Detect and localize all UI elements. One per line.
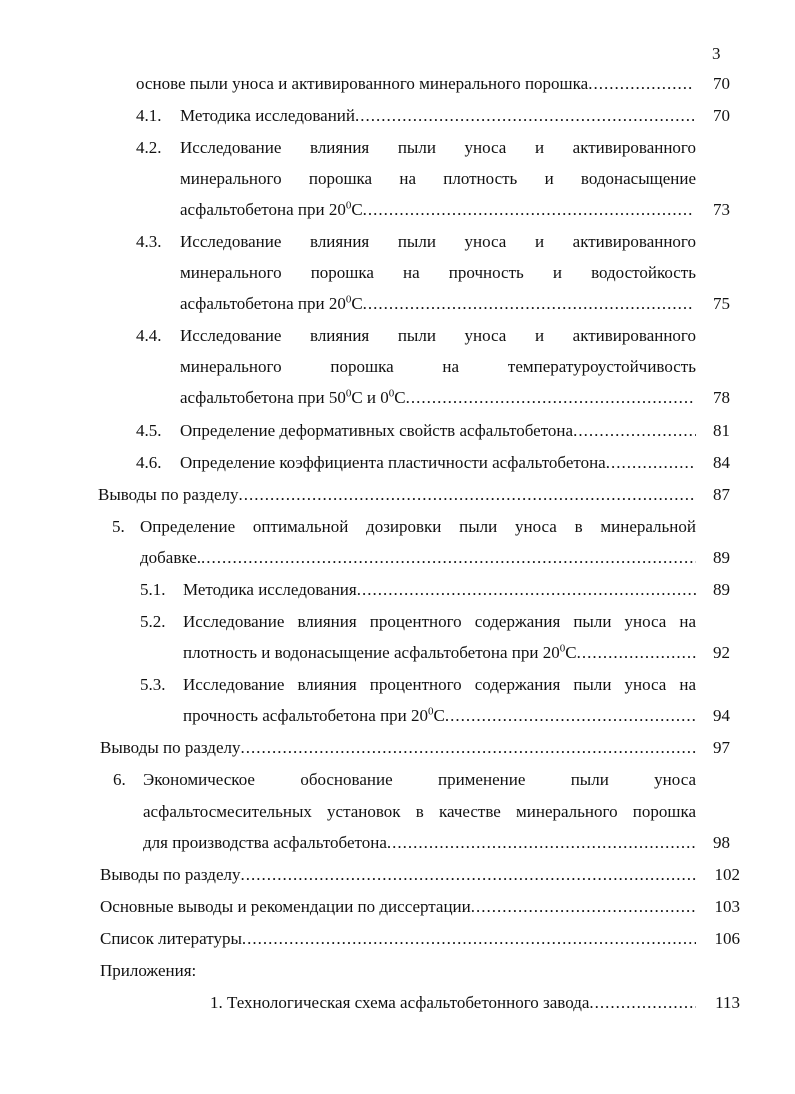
- toc-entry-text: 1. Технологическая схема асфальтобетонного завода: [210, 993, 590, 1012]
- toc-entry-5-2-line2: [183, 641, 696, 665]
- toc-entry-4-1: [180, 104, 694, 128]
- toc-entry-text: Основные выводы и рекомендации по диссертации: [100, 897, 471, 916]
- toc-entry-text: Определение деформативных свойств асфальтобетона: [180, 421, 574, 440]
- toc-page-number: 81: [713, 421, 730, 440]
- toc-page-number: 78: [713, 388, 730, 407]
- toc-section-number: 5.3.: [140, 675, 166, 694]
- toc-entry-4-4-line3: [180, 386, 694, 410]
- toc-section-number: 4.1.: [136, 106, 162, 125]
- toc-page-number: 97: [713, 738, 730, 757]
- toc-page-number: 89: [713, 548, 730, 567]
- toc-section-number: 6.: [113, 770, 126, 789]
- toc-entry-text: Выводы по разделу: [100, 738, 241, 757]
- toc-section-number: 5.1.: [140, 580, 166, 599]
- page-number: 3: [712, 44, 721, 63]
- toc-entry-text: Определение коэффициента пластичности асфальтобетона: [180, 453, 606, 472]
- toc-section-number: 4.5.: [136, 421, 162, 440]
- toc-section-number: 5.: [112, 517, 125, 536]
- toc-page-number: 103: [714, 897, 740, 916]
- toc-entry-5-3-line2: [183, 704, 696, 728]
- toc-entry-4-4-line1: Исследование влияния пыли уноса и активированного: [180, 326, 696, 345]
- toc-entry-5-line1: Определение оптимальной дозировки пыли уноса в минеральной: [140, 517, 696, 536]
- toc-entry-4-2-line3: [180, 198, 694, 222]
- toc-page-number: 89: [713, 580, 730, 599]
- toc-entry-5-2-line1: Исследование влияния процентного содержания пыли уноса на: [183, 612, 696, 631]
- toc-entry-text: Список литературы: [100, 929, 242, 948]
- toc-entry-text: асфальтобетона при $50^0С$ и $0^0С$: [180, 387, 406, 407]
- toc-entry-appendix-1: [210, 991, 696, 1015]
- toc-entry-4-3-line2: минерального порошка на прочность и водостойкость: [180, 263, 696, 282]
- toc-entry-4-3-line3: [180, 292, 694, 316]
- toc-entry-4-3-line1: Исследование влияния пыли уноса и активированного: [180, 232, 696, 251]
- toc-entry-text: добавке.: [140, 548, 202, 567]
- toc-entry-4-6: [180, 451, 696, 475]
- toc-entry-5-1: [183, 578, 696, 602]
- toc-section-number: 5.2.: [140, 612, 166, 631]
- toc-page-number: 94: [713, 706, 730, 725]
- toc-entry-conclusions-4: [98, 483, 696, 507]
- toc-entry-5-line2: [140, 546, 696, 570]
- toc-page-number: 98: [713, 833, 730, 852]
- toc-page-number: 87: [713, 485, 730, 504]
- toc-section-number: 4.3.: [136, 232, 162, 251]
- toc-page-number: 106: [714, 929, 740, 948]
- toc-entry-6-line1: Экономическое обоснование применение пыли уноса: [143, 770, 696, 789]
- toc-entry-text: Методика исследований: [180, 106, 355, 125]
- toc-entry-4-continued: [136, 72, 694, 96]
- toc-entry-text: Методика исследования: [183, 580, 357, 599]
- toc-page-number: 92: [713, 643, 730, 662]
- toc-page-number: 70: [713, 106, 730, 125]
- toc-page-number: 102: [714, 865, 740, 884]
- toc-page-number: 75: [713, 294, 730, 313]
- toc-entry-main-conclusions: [100, 895, 696, 919]
- toc-page-number: 73: [713, 200, 730, 219]
- toc-entry-bibliography: [100, 927, 696, 951]
- toc-page-number: 84: [713, 453, 730, 472]
- toc-entry-text: основе пыли уноса и активированного минерального порошка: [136, 74, 589, 93]
- toc-page-number: 70: [713, 74, 730, 93]
- toc-page-number: 113: [715, 993, 740, 1012]
- toc-entry-text: прочность асфальтобетона при $20^0С$: [183, 705, 445, 725]
- toc-entry-4-5: [180, 419, 696, 443]
- toc-entry-text: Выводы по разделу: [98, 485, 239, 504]
- toc-entry-conclusions-5: [100, 736, 696, 760]
- toc-entry-6-line3: [143, 831, 696, 855]
- toc-section-number: 4.2.: [136, 138, 162, 157]
- toc-section-number: 4.6.: [136, 453, 162, 472]
- toc-entry-4-4-line2: минерального порошка на температуроустойчивость: [180, 357, 696, 376]
- toc-entry-5-3-line1: Исследование влияния процентного содержания пыли уноса на: [183, 675, 696, 694]
- toc-entry-text: для производства асфальтобетона: [143, 833, 387, 852]
- toc-entry-text: асфальтобетона при $20^0С$: [180, 293, 363, 313]
- toc-entry-4-2-line2: минерального порошка на плотность и водонасыщение: [180, 169, 696, 188]
- toc-entry-conclusions-6: [100, 863, 696, 887]
- toc-section-number: 4.4.: [136, 326, 162, 345]
- toc-entry-text: асфальтобетона при $20^0С$: [180, 199, 363, 219]
- toc-entry-text: плотность и водонасыщение асфальтобетона при $20^0С$: [183, 642, 577, 662]
- toc-entry-appendices: Приложения:: [100, 961, 197, 980]
- toc-entry-6-line2: асфальтосмесительных установок в качестве минерального порошка: [143, 802, 696, 821]
- toc-entry-text: Выводы по разделу: [100, 865, 241, 884]
- toc-entry-4-2-line1: Исследование влияния пыли уноса и активированного: [180, 138, 696, 157]
